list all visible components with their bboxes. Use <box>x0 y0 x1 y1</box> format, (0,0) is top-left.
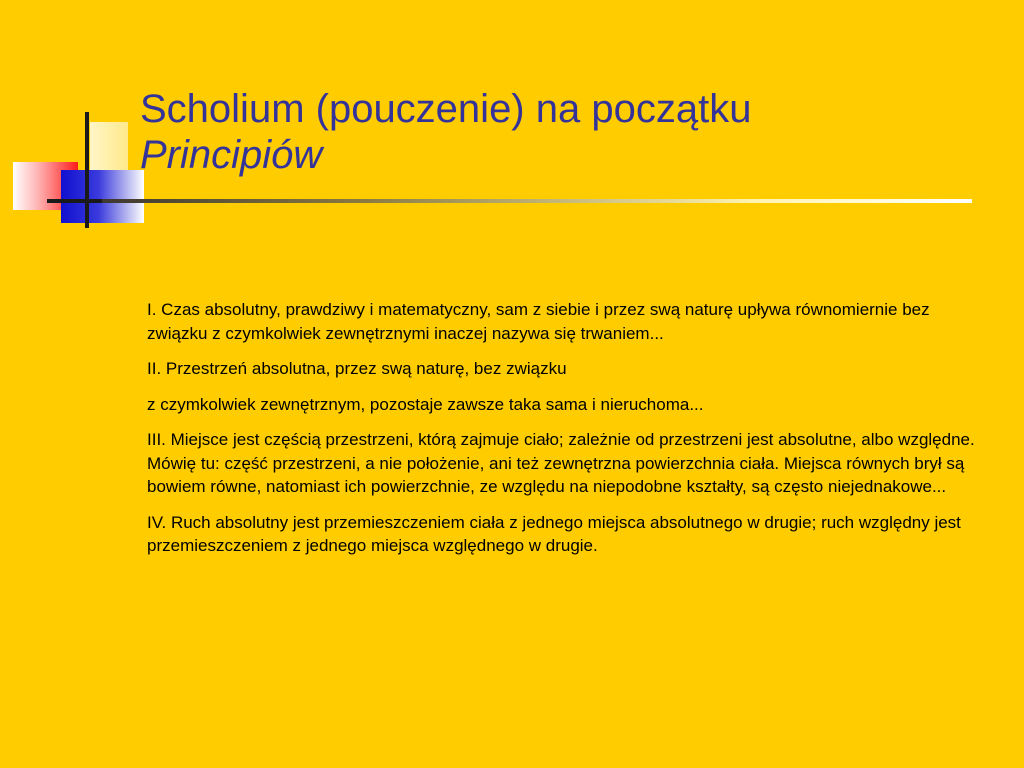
slide-title <box>140 86 1000 178</box>
paragraph-2: II. Przestrzeń absolutna, przez swą naturę, bez związku <box>147 359 567 378</box>
blue-gradient-square <box>61 170 144 223</box>
title-underline <box>102 199 972 203</box>
light-yellow-square <box>90 122 128 174</box>
paragraph-4: III. Miejsce jest częścią przestrzeni, którą zajmuje ciało; zależnie od przestrzeni jest absolutne, albo względne. Mówię tu: część przestrzeni, a nie położenie, ani też zewnętrzna powierzchnia ciała. Miejsca równych brył są bowiem równe, natomiast ich powierzchnie, ze względu na niepodobne kształty, są często niejednakowe... <box>147 430 975 496</box>
slide-title-line2: Principiów <box>140 133 323 177</box>
paragraph-1: I. Czas absolutny, prawdziwy i matematyczny, sam z siebie i przez swą naturę upływa równomiernie bez związku z czymkolwiek zewnętrznymi inaczej nazywa się trwaniem... <box>147 300 930 343</box>
paragraph-5: IV. Ruch absolutny jest przemieszczeniem ciała z jednego miejsca absolutnego w drugie; ruch względny jest przemieszczeniem z jednego miejsca względnego w drugie. <box>147 512 961 555</box>
vertical-black-line <box>85 112 89 228</box>
slide-title-line1: Scholium (pouczenie) na początku <box>140 87 752 131</box>
slide-body <box>147 298 987 570</box>
colored-squares-logo-icon <box>0 0 160 240</box>
paragraph-3: z czymkolwiek zewnętrznym, pozostaje zawsze taka sama i nieruchoma... <box>147 394 704 414</box>
